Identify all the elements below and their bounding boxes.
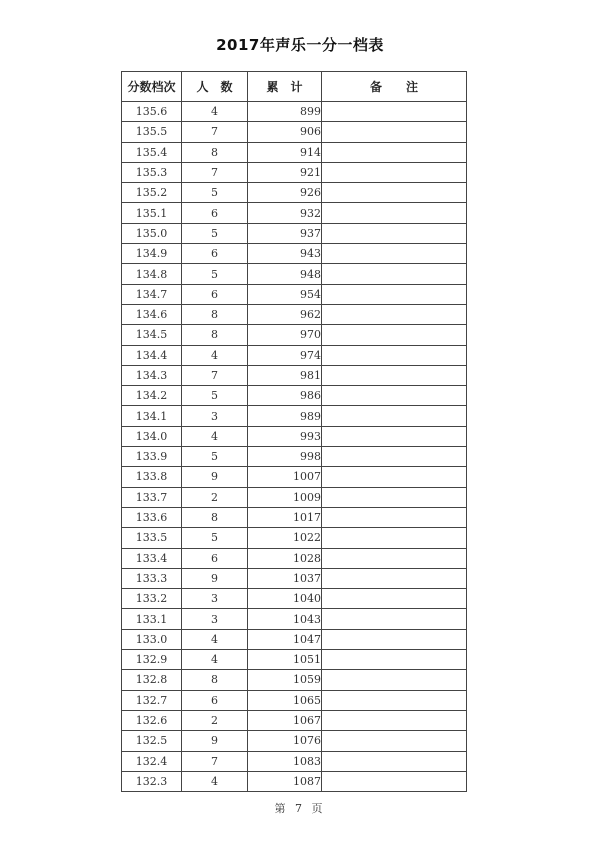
cumulative-cell: 1007	[248, 467, 322, 487]
score-distribution-table	[121, 71, 467, 792]
score-cell: 135.5	[122, 122, 182, 142]
score-cell: 133.7	[122, 487, 182, 507]
cumulative-cell: 1037	[248, 568, 322, 588]
table-body	[122, 102, 467, 792]
note-cell	[322, 102, 467, 122]
cumulative-cell: 1028	[248, 548, 322, 568]
count-cell: 7	[182, 162, 248, 182]
table-row	[122, 304, 467, 324]
score-cell: 133.6	[122, 507, 182, 527]
score-cell: 135.1	[122, 203, 182, 223]
score-cell: 133.3	[122, 568, 182, 588]
note-cell	[322, 284, 467, 304]
table-row	[122, 447, 467, 467]
count-cell: 4	[182, 345, 248, 365]
count-cell: 9	[182, 568, 248, 588]
score-cell: 132.6	[122, 710, 182, 730]
score-cell: 134.4	[122, 345, 182, 365]
cumulative-cell: 970	[248, 325, 322, 345]
score-cell: 133.5	[122, 528, 182, 548]
table-row	[122, 142, 467, 162]
count-cell: 9	[182, 467, 248, 487]
table-row	[122, 528, 467, 548]
table-row	[122, 162, 467, 182]
cumulative-cell: 1043	[248, 609, 322, 629]
note-cell	[322, 406, 467, 426]
count-cell: 9	[182, 731, 248, 751]
count-cell: 5	[182, 223, 248, 243]
cumulative-cell: 998	[248, 447, 322, 467]
count-cell: 2	[182, 487, 248, 507]
count-cell: 6	[182, 244, 248, 264]
table-row	[122, 589, 467, 609]
note-cell	[322, 386, 467, 406]
table-row	[122, 284, 467, 304]
note-cell	[322, 365, 467, 385]
score-cell: 133.8	[122, 467, 182, 487]
count-cell: 7	[182, 365, 248, 385]
table-row	[122, 690, 467, 710]
score-cell: 135.0	[122, 223, 182, 243]
score-cell: 132.8	[122, 670, 182, 690]
table-row	[122, 406, 467, 426]
table-row	[122, 568, 467, 588]
cumulative-cell: 981	[248, 365, 322, 385]
count-cell: 8	[182, 670, 248, 690]
table-row	[122, 751, 467, 771]
note-cell	[322, 710, 467, 730]
score-cell: 133.4	[122, 548, 182, 568]
score-cell: 135.4	[122, 142, 182, 162]
note-cell	[322, 670, 467, 690]
table-row	[122, 670, 467, 690]
count-cell: 7	[182, 751, 248, 771]
cumulative-cell: 1076	[248, 731, 322, 751]
count-cell: 4	[182, 629, 248, 649]
cumulative-cell: 1009	[248, 487, 322, 507]
cumulative-cell: 954	[248, 284, 322, 304]
table-row	[122, 102, 467, 122]
table-row	[122, 710, 467, 730]
count-cell: 4	[182, 650, 248, 670]
count-cell: 6	[182, 690, 248, 710]
score-cell: 133.9	[122, 447, 182, 467]
table-row	[122, 183, 467, 203]
count-cell: 5	[182, 183, 248, 203]
note-cell	[322, 203, 467, 223]
note-cell	[322, 487, 467, 507]
count-cell: 6	[182, 203, 248, 223]
cumulative-cell: 921	[248, 162, 322, 182]
note-cell	[322, 528, 467, 548]
table-row	[122, 487, 467, 507]
table-row	[122, 264, 467, 284]
count-cell: 3	[182, 406, 248, 426]
count-cell: 7	[182, 122, 248, 142]
score-cell: 135.6	[122, 102, 182, 122]
cumulative-cell: 1065	[248, 690, 322, 710]
count-cell: 5	[182, 264, 248, 284]
note-cell	[322, 650, 467, 670]
score-cell: 134.8	[122, 264, 182, 284]
count-cell: 3	[182, 589, 248, 609]
note-cell	[322, 609, 467, 629]
score-cell: 133.0	[122, 629, 182, 649]
count-cell: 8	[182, 507, 248, 527]
header-note: 备 注	[322, 72, 467, 102]
cumulative-cell: 932	[248, 203, 322, 223]
cumulative-cell: 993	[248, 426, 322, 446]
note-cell	[322, 771, 467, 791]
score-cell: 133.2	[122, 589, 182, 609]
table-row	[122, 426, 467, 446]
count-cell: 4	[182, 771, 248, 791]
score-cell: 132.5	[122, 731, 182, 751]
score-cell: 132.4	[122, 751, 182, 771]
score-cell: 134.1	[122, 406, 182, 426]
cumulative-cell: 1017	[248, 507, 322, 527]
table-row	[122, 365, 467, 385]
count-cell: 6	[182, 548, 248, 568]
table-row	[122, 386, 467, 406]
cumulative-cell: 989	[248, 406, 322, 426]
table-row	[122, 345, 467, 365]
score-cell: 132.9	[122, 650, 182, 670]
header-count: 人 数	[182, 72, 248, 102]
table-row	[122, 223, 467, 243]
score-cell: 134.9	[122, 244, 182, 264]
table-row	[122, 609, 467, 629]
note-cell	[322, 223, 467, 243]
cumulative-cell: 1083	[248, 751, 322, 771]
cumulative-cell: 948	[248, 264, 322, 284]
cumulative-cell: 1067	[248, 710, 322, 730]
cumulative-cell: 937	[248, 223, 322, 243]
note-cell	[322, 629, 467, 649]
score-cell: 134.7	[122, 284, 182, 304]
header-cumulative: 累 计	[248, 72, 322, 102]
table-row	[122, 731, 467, 751]
count-cell: 5	[182, 447, 248, 467]
count-cell: 5	[182, 528, 248, 548]
table-row	[122, 203, 467, 223]
score-cell: 132.7	[122, 690, 182, 710]
score-cell: 135.2	[122, 183, 182, 203]
note-cell	[322, 467, 467, 487]
cumulative-cell: 1059	[248, 670, 322, 690]
score-cell: 134.6	[122, 304, 182, 324]
count-cell: 4	[182, 426, 248, 446]
count-cell: 3	[182, 609, 248, 629]
note-cell	[322, 244, 467, 264]
note-cell	[322, 447, 467, 467]
table-header-row	[122, 72, 467, 102]
note-cell	[322, 690, 467, 710]
table-row	[122, 507, 467, 527]
note-cell	[322, 325, 467, 345]
note-cell	[322, 568, 467, 588]
table-row	[122, 122, 467, 142]
count-cell: 8	[182, 325, 248, 345]
count-cell: 8	[182, 304, 248, 324]
cumulative-cell: 986	[248, 386, 322, 406]
note-cell	[322, 264, 467, 284]
table-row	[122, 629, 467, 649]
cumulative-cell: 899	[248, 102, 322, 122]
note-cell	[322, 426, 467, 446]
page-number: 第 7 页	[274, 802, 326, 815]
cumulative-cell: 906	[248, 122, 322, 142]
table-row	[122, 244, 467, 264]
table-row	[122, 650, 467, 670]
note-cell	[322, 589, 467, 609]
cumulative-cell: 1040	[248, 589, 322, 609]
header-score: 分数档次	[122, 72, 182, 102]
cumulative-cell: 914	[248, 142, 322, 162]
score-cell: 134.3	[122, 365, 182, 385]
page-title: 2017年声乐一分一档表	[216, 36, 384, 54]
table-row	[122, 325, 467, 345]
count-cell: 5	[182, 386, 248, 406]
table-row	[122, 548, 467, 568]
score-cell: 134.2	[122, 386, 182, 406]
count-cell: 4	[182, 102, 248, 122]
score-cell: 134.0	[122, 426, 182, 446]
note-cell	[322, 548, 467, 568]
note-cell	[322, 304, 467, 324]
score-cell: 135.3	[122, 162, 182, 182]
cumulative-cell: 1022	[248, 528, 322, 548]
cumulative-cell: 974	[248, 345, 322, 365]
note-cell	[322, 122, 467, 142]
note-cell	[322, 142, 467, 162]
table-row	[122, 771, 467, 791]
table-row	[122, 467, 467, 487]
note-cell	[322, 345, 467, 365]
note-cell	[322, 751, 467, 771]
note-cell	[322, 507, 467, 527]
cumulative-cell: 1047	[248, 629, 322, 649]
count-cell: 2	[182, 710, 248, 730]
cumulative-cell: 962	[248, 304, 322, 324]
score-cell: 133.1	[122, 609, 182, 629]
score-cell: 134.5	[122, 325, 182, 345]
note-cell	[322, 731, 467, 751]
note-cell	[322, 162, 467, 182]
cumulative-cell: 926	[248, 183, 322, 203]
note-cell	[322, 183, 467, 203]
cumulative-cell: 943	[248, 244, 322, 264]
count-cell: 8	[182, 142, 248, 162]
score-cell: 132.3	[122, 771, 182, 791]
count-cell: 6	[182, 284, 248, 304]
cumulative-cell: 1051	[248, 650, 322, 670]
cumulative-cell: 1087	[248, 771, 322, 791]
